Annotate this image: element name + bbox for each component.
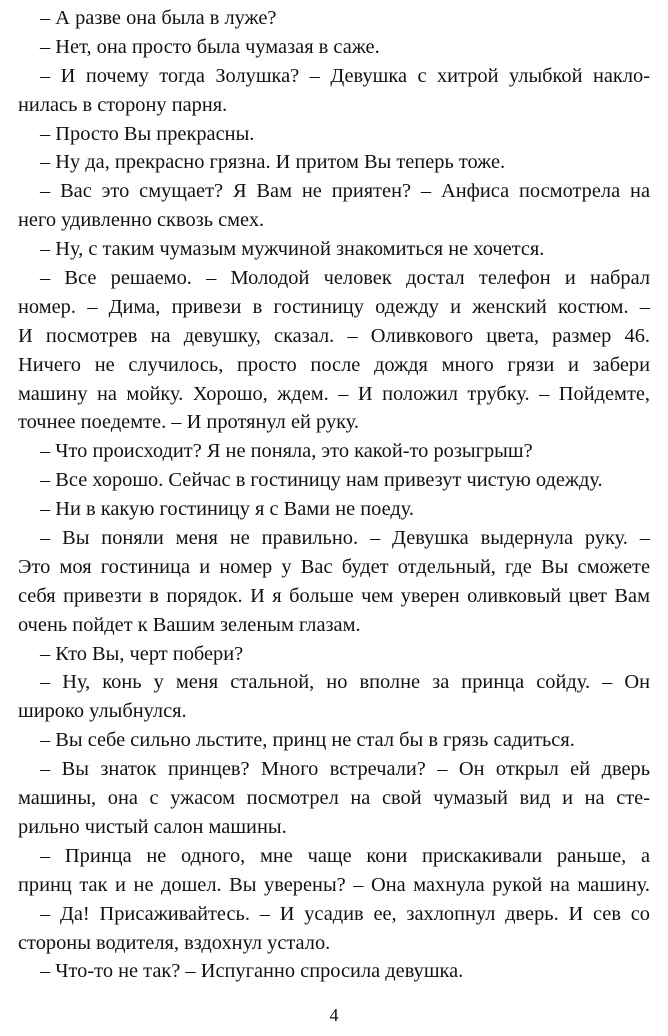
text-line: принц так и не дошел. Вы уверены? – Она махнула рукой на машину. <box>18 873 650 896</box>
text-line: – Ну, конь у меня стальной, но вполне за принца сойду. – Он <box>40 671 650 694</box>
text-line: него удивленно сквозь смех. <box>18 209 265 232</box>
text-line: машины, она с ужасом посмотрел на свой чумазый вид и на сте- <box>18 787 650 810</box>
text-line: Это моя гостиница и номер у Вас будет отдельный, где Вы сможете <box>18 555 650 578</box>
text-line: точнее поедемте. – И протянул ей руку. <box>18 411 360 434</box>
text-line: стороны водителя, вздохнул устало. <box>18 931 331 954</box>
text-line: – А разве она была в луже? <box>40 7 277 29</box>
text-line: номер. – Дима, привези в гостиницу одежду и женский костюм. – <box>18 295 650 318</box>
text-line: – Все хорошо. Сейчас в гостиницу нам привезут чистую одежду. <box>40 469 603 492</box>
text-line: – И почему тогда Золушка? – Девушка с хитрой улыбкой накло- <box>40 64 650 87</box>
text-line: И посмотрев на девушку, сказал. – Оливкового цвета, размер 46. <box>18 324 650 347</box>
text-line: – Нет, она просто была чумазая в саже. <box>40 35 380 58</box>
text-line: – Вас это смущает? Я Вам не приятен? – Анфиса посмотрела на <box>40 180 650 203</box>
text-line: – Ну да, прекрасно грязна. И притом Вы теперь тоже. <box>40 151 506 174</box>
text-line: – Ну, с таким чумазым мужчиной знакомиться не хочется. <box>40 238 545 261</box>
text-line: – Кто Вы, черт побери? <box>40 642 244 665</box>
text-line: – Вы знаток принцев? Много встречали? – Он открыл ей дверь <box>40 758 650 781</box>
text-line: – Ни в какую гостиницу я с Вами не поеду. <box>40 498 415 521</box>
page-number: 4 <box>329 1005 339 1025</box>
text-line: себя привезти в порядок. И я больше чем уверен оливковый цвет Вам <box>18 584 650 607</box>
text-line: – Что происходит? Я не поняла, это какой-то розыгрыш? <box>40 440 533 463</box>
text-line: – Просто Вы прекрасны. <box>40 122 255 145</box>
text-line: рильно чистый салон машины. <box>18 815 287 838</box>
text-line: широко улыбнулся. <box>18 700 187 723</box>
text-line: очень пойдет к Вашим зеленым глазам. <box>18 613 361 636</box>
text-line: Ничего не случилось, просто после дождя много грязи и забери <box>18 353 650 376</box>
text-line: – Что-то не так? – Испуганно спросила девушка. <box>40 960 464 983</box>
text-line: – Вы поняли меня не правильно. – Девушка выдернула руку. – <box>40 527 650 550</box>
text-line: нилась в сторону парня. <box>18 93 228 116</box>
text-line: машину на мойку. Хорошо, ждем. – И положил трубку. – Пойдемте, <box>18 382 650 405</box>
book-page-text <box>18 4 650 986</box>
text-line: – Принца не одного, мне чаще кони прискакивали раньше, а <box>40 844 650 867</box>
text-line: – Да! Присаживайтесь. – И усадив ее, захлопнул дверь. И сев со <box>40 902 650 925</box>
text-line: – Вы себе сильно льстите, принц не стал бы в грязь садиться. <box>40 729 575 752</box>
text-line: – Все решаемо. – Молодой человек достал телефон и набрал <box>40 267 650 290</box>
